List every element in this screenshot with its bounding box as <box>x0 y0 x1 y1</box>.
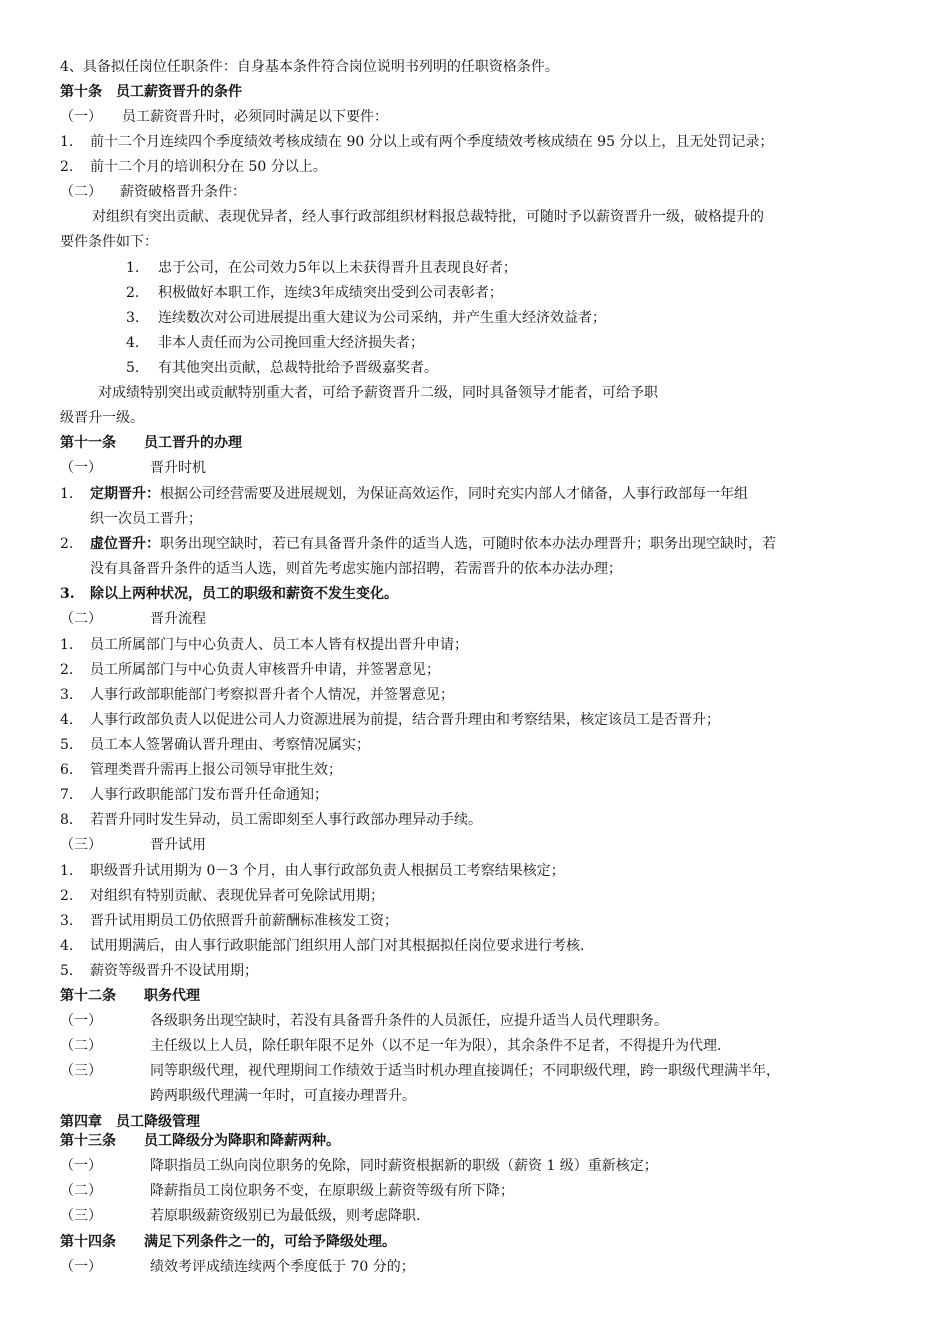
text-line: 对组织有特别贡献、表现优异者可免除试用期； <box>90 888 384 904</box>
item-number: 3. <box>126 310 140 326</box>
article-13-heading: 第十三条 员工降级分为降职和降薪两种。 <box>60 1133 340 1149</box>
text-line: 跨两职级代理满一年时，可直接办理晋升。 <box>150 1088 416 1104</box>
text-line: 晋升流程 <box>150 611 206 627</box>
chapter-4-heading: 第四章 员工降级管理 <box>60 1114 200 1130</box>
text-line: 各级职务出现空缺时，若没有具备晋升条件的人员派任，应提升适当人员代理职务。 <box>150 1013 668 1029</box>
bold-term: 虚位晋升： <box>90 536 160 552</box>
item-number: （二） <box>60 1183 102 1199</box>
text-line: 除以上两种状况，员工的职级和薪资不发生变化。 <box>90 586 398 602</box>
text-line: 试用期满后，由人事行政职能部门组织用人部门对其根据拟任岗位要求进行考核. <box>90 938 585 954</box>
text-line: 人事行政部职能部门考察拟晋升者个人情况，并签署意见； <box>90 687 454 703</box>
item-number: （三） <box>60 1063 102 1079</box>
text-line: 主任级以上人员，除任职年限不足外（以不足一年为限），其余条件不足者，不得提升为代理. <box>150 1038 722 1054</box>
text-line: 晋升试用 <box>150 837 206 853</box>
text-line: 非本人责任而为公司挽回重大经济损失者； <box>158 335 424 351</box>
text-line: 薪资破格晋升条件： <box>120 184 246 200</box>
text-line: 管理类晋升需再上报公司领导审批生效； <box>90 762 342 778</box>
text-line: 同等职级代理，视代理期间工作绩效于适当时机办理直接调任；不同职级代理，跨一职级代理满半年， <box>150 1063 780 1079</box>
text-line: 员工本人签署确认晋升理由、考察情况属实； <box>90 737 370 753</box>
text-line: 织一次员工晋升； <box>90 511 202 527</box>
text-line: 晋升时机 <box>150 460 206 476</box>
text-line: 薪资等级晋升不设试用期； <box>90 963 258 979</box>
text-line: 若原职级薪资级别已为最低级，则考虑降职. <box>150 1208 421 1224</box>
item-number: 1. <box>126 260 140 276</box>
item-number: 5. <box>60 737 74 753</box>
text-line: 前十二个月连续四个季度绩效考核成绩在 90 分以上或有两个季度绩效考核成绩在 95 分以上，且无处罚记录； <box>90 134 774 150</box>
text-line: 人事行政部负责人以促进公司人力资源进展为前提，结合晋升理由和考察结果，核定该员工是否晋升； <box>90 712 720 728</box>
text-line: 积极做好本职工作，连续3年成绩突出受到公司表彰者； <box>158 285 503 301</box>
text-line: 对组织有突出贡献、表现优异者，经人事行政部组织材料报总裁特批，可随时予以薪资晋升一级，破格提升的 <box>92 209 764 225</box>
text-line: 没有具备晋升条件的适当人选，则首先考虑实施内部招聘，若需晋升的依本办法办理； <box>90 561 622 577</box>
text-line <box>90 485 748 503</box>
text-line: 降职指员工纵向岗位职务的免除，同时薪资根据新的职级（薪资 1 级）重新核定； <box>150 1158 658 1174</box>
text-line: 员工所属部门与中心负责人、员工本人皆有权提出晋升申请； <box>90 637 468 653</box>
item-number: （一） <box>60 460 102 476</box>
text-line: 绩效考评成绩连续两个季度低于 70 分的； <box>150 1259 415 1275</box>
text-line: 有其他突出贡献，总裁特批给予晋级嘉奖者。 <box>158 360 438 376</box>
text-span: 职务出现空缺时，若已有具备晋升条件的适当人选，可随时依本办法办理晋升；职务出现空缺时，若 <box>160 536 776 552</box>
text-line: 人事行政职能部门发布晋升任命通知； <box>90 787 328 803</box>
item-number: 2. <box>126 285 140 301</box>
item-number: 1. <box>60 863 74 879</box>
item-number: （三） <box>60 1208 102 1224</box>
text-span: 根据公司经营需要及进展规划，为保证高效运作，同时充实内部人才储备，人事行政部每一年组 <box>160 486 748 502</box>
item-number: 2. <box>60 888 74 904</box>
item-number: （二） <box>60 611 102 627</box>
item-number: 5. <box>60 963 74 979</box>
item-number: 6. <box>60 762 74 778</box>
article-12-heading: 第十二条 职务代理 <box>60 988 200 1004</box>
text-line: 4、具备拟任岗位任职条件：自身基本条件符合岗位说明书列明的任职资格条件。 <box>60 59 559 75</box>
text-line: 若晋升同时发生异动，员工需即刻至人事行政部办理异动手续。 <box>90 812 482 828</box>
text-line: 要件条件如下： <box>60 234 158 250</box>
item-number: （二） <box>60 184 102 200</box>
item-number: 7. <box>60 787 74 803</box>
bold-term: 定期晋升： <box>90 486 160 502</box>
text-line: 职级晋升试用期为 0－3 个月，由人事行政部负责人根据员工考察结果核定； <box>90 863 565 879</box>
item-number: 4. <box>60 938 74 954</box>
item-number: 1. <box>60 637 74 653</box>
item-number: （二） <box>60 1038 102 1054</box>
item-number: （一） <box>60 1259 102 1275</box>
text-line: 对成绩特别突出或贡献特别重大者，可给予薪资晋升二级，同时具备领导才能者，可给予职 <box>98 385 658 401</box>
item-number: 1. <box>60 486 74 502</box>
item-number: 1. <box>60 134 74 150</box>
text-line <box>90 535 776 553</box>
item-number: 2. <box>60 159 74 175</box>
item-number: 3. <box>60 687 74 703</box>
text-line: 级晋升一级。 <box>60 410 144 426</box>
text-line: 降薪指员工岗位职务不变，在原职级上薪资等级有所下降； <box>150 1183 514 1199</box>
item-number: （一） <box>60 1013 102 1029</box>
item-number: 8. <box>60 812 74 828</box>
article-11-heading: 第十一条 员工晋升的办理 <box>60 435 242 451</box>
text-line: 连续数次对公司进展提出重大建议为公司采纳，并产生重大经济效益者； <box>158 310 606 326</box>
item-number: （一） <box>60 1158 102 1174</box>
item-number: （三） <box>60 837 102 853</box>
item-number: 3. <box>60 586 75 602</box>
item-number: 3. <box>60 913 74 929</box>
article-10-heading: 第十条 员工薪资晋升的条件 <box>60 84 242 100</box>
article-14-heading: 第十四条 满足下列条件之一的，可给予降级处理。 <box>60 1234 396 1250</box>
item-number: 2. <box>60 662 74 678</box>
text-line: 晋升试用期员工仍依照晋升前薪酬标准核发工资； <box>90 913 398 929</box>
item-number: 4. <box>60 712 74 728</box>
item-number: 2. <box>60 536 74 552</box>
item-number: （一） <box>60 109 102 125</box>
text-line: 员工所属部门与中心负责人审核晋升申请，并签署意见； <box>90 662 440 678</box>
text-line: 前十二个月的培训积分在 50 分以上。 <box>90 159 327 175</box>
text-line: 忠于公司，在公司效力5年以上未获得晋升且表现良好者； <box>158 260 517 276</box>
item-number: 5. <box>126 360 140 376</box>
text-line: 员工薪资晋升时，必须同时满足以下要件： <box>122 109 388 125</box>
item-number: 4. <box>126 335 140 351</box>
